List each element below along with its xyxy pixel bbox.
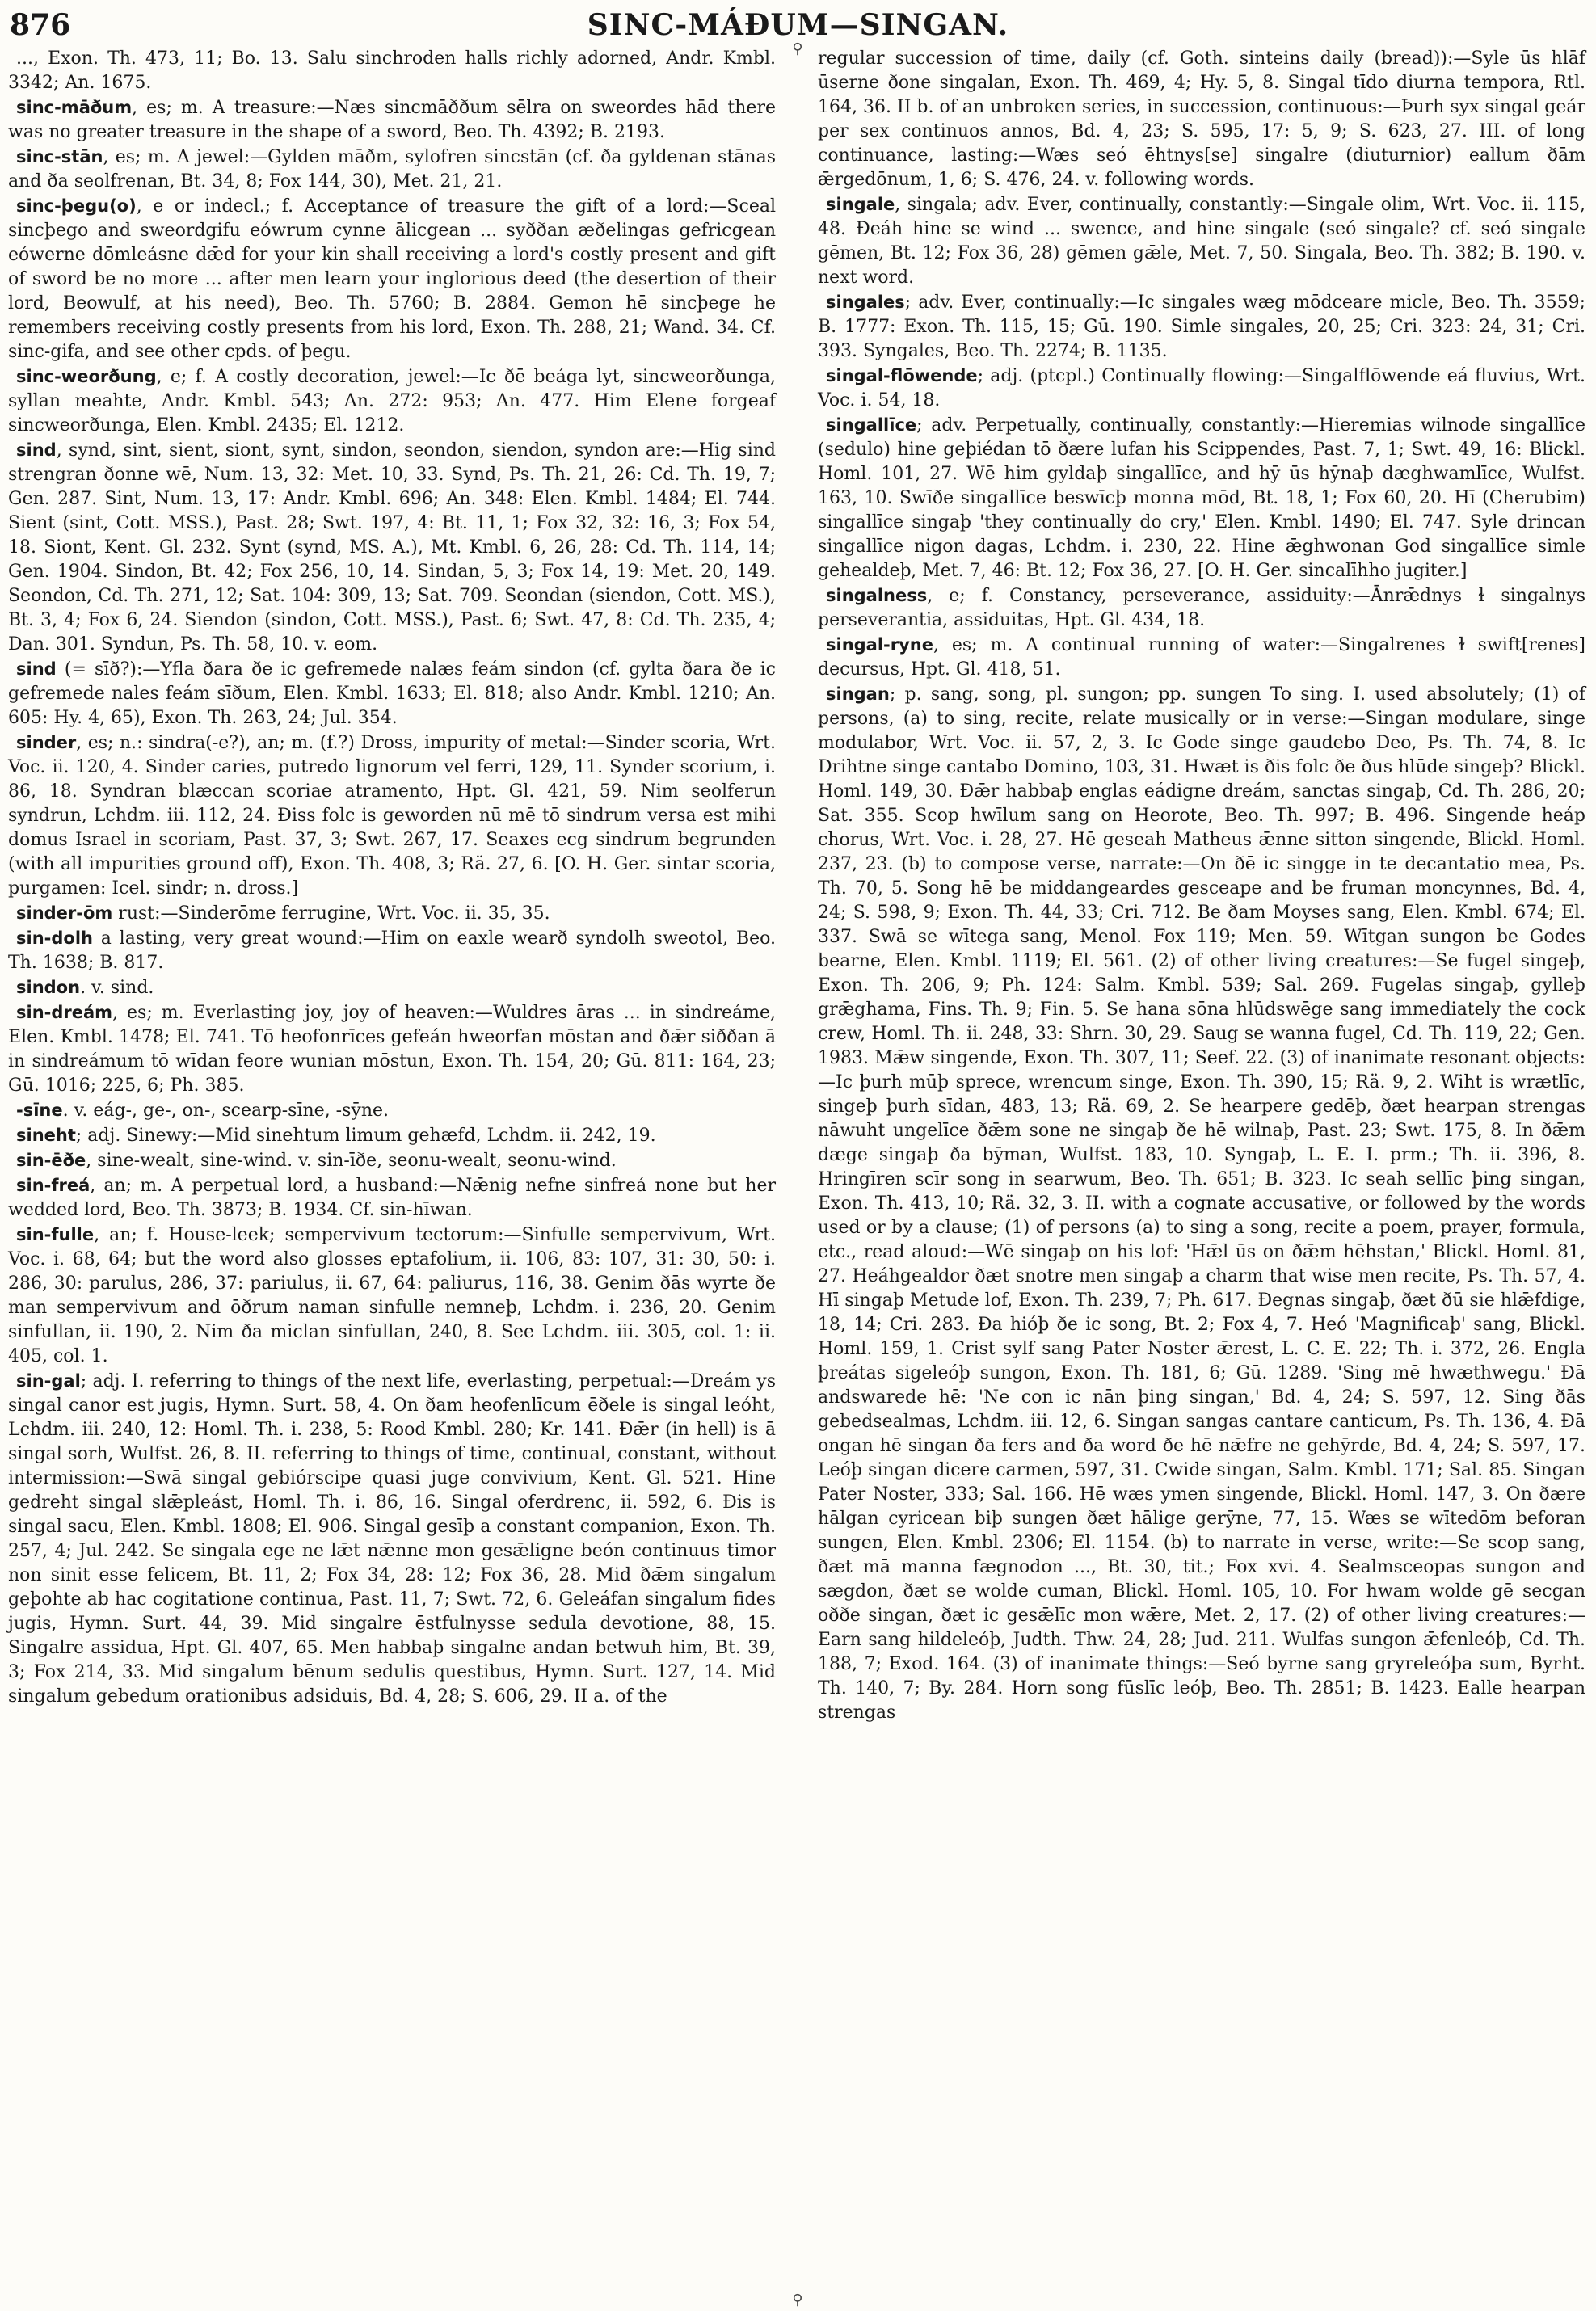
- dictionary-entry: [818, 192, 1585, 290]
- dictionary-entry: [8, 1098, 776, 1123]
- dictionary-entry: [8, 657, 776, 730]
- entry-body: ; adv. Perpetually, continually, constantly:—Hieremias wilnode singallīce (sedulo) hine geþiédan tō ðære lufan his Scippendes, Past. 7, 1; Swt. 49, 16: Blickl. Homl. 101, 27. Wē him gyldaþ singallīce, and hȳ ūs hȳnaþ dæghwamlīce, Wulfst. 163, 10. Swīðe singallīce beswīcþ monna mōd, Bt. 18, 1; Fox 60, 20. Hī (Cherubim) singallīce singaþ 'they continually do cry,' Elen. Kmbl. 1490; El. 747. Syle drincan singallīce nigon dagas, Lchdm. i. 230, 22. Hine ǣghwonan God singallīce simle gehealdeþ, Met. 7, 46: Bt. 12; Fox 36, 27. [O. H. Ger. sincalīhho jugiter.]: [818, 415, 1585, 581]
- entry-body: ; adj. I. referring to things of the next life, everlasting, perpetual:—Dreám ys singal canor est jugis, Hymn. Surt. 58, 4. On ðam heofenlīcum ēðele is singal leóht, Lchdm. iii. 240, 12: Homl. Th. i. 238, 5: Rood Kmbl. 280; Kr. 141. Ðǣr (in hell) is ā singal sorh, Wulfst. 26, 8. II. referring to things of time, continual, constant, without intermission:—Swā singal gebiórscipe quasi juge convivium, Kent. Gl. 521. Hine gedreht singal slǣpleást, Homl. Th. i. 86, 16. Singal oferdrenc, ii. 592, 6. Ðis is singal sacu, Elen. Kmbl. 1808; El. 906. Singal gesīþ a constant companion, Exon. Th. 257, 4; Jul. 242. Se singala ege ne lǣt nǣnne mon gesǣligne beón continuus timor non sinit esse felicem, Bt. 11, 2; Fox 34, 28: 12; Fox 36, 28. Mid ðǣm singalum geþohte ab hac cogitatione continua, Past. 11, 7; Swt. 72, 6. Geleáfan singalum fides jugis, Hymn. Surt. 44, 39. Mid singalre ēstfulnysse sedula devotione, 88, 15. Singalre assidua, Hpt. Gl. 407, 65. Men habbaþ singalne andan betwuh him, Bt. 39, 3; Fox 214, 33. Mid singalum bēnum sedulis questibus, Hymn. Surt. 127, 14. Mid singalum gebedum orationibus adsiduis, Bd. 4, 28; S. 606, 29. II a. of the: [8, 1371, 776, 1707]
- dictionary-entry: [818, 583, 1585, 633]
- entry-body: rust:—Sinderōme ferrugine, Wrt. Voc. ii. 35, 35.: [112, 903, 550, 924]
- dictionary-entry: [818, 682, 1585, 1725]
- entry-body: , es; n.: sindra(-e?), an; m. (f.?) Dross, impurity of metal:—Sinder scoria, Wrt. Voc. ii. 120, 4. Sinder caries, putredo lignorum vel ferri, 129, 11. Synder scorium, i. 86, 18. Syndran blæccan scoriae atramento, Hpt. Gl. 421, 59. Nim seolferun syndrun, Lchdm. iii. 112, 24. Ðiss folc is geworden nū mē tō sindrum versa est mihi domus Israel in scoriam, Past. 37, 3; Swt. 267, 17. Seaxes ecg sindrum begrunden (with all impurities ground off), Exon. Th. 408, 3; Rä. 27, 6. [O. H. Ger. sintar scoria, purgamen: Icel. sindr; n. dross.]: [8, 733, 776, 899]
- entry-body: , singala; adv. Ever, continually, constantly:—Singale olim, Wrt. Voc. ii. 115, 48. Ðeáh hine se wind ... swence, and hine singale (seó singale? cf. seó singale gēmen, Bt. 12; Fox 36, 28) gēmen gǣle, Met. 7, 50. Singala, Beo. Th. 382; B. 190. v. next word.: [818, 195, 1585, 288]
- entry-body: , es; m. A jewel:—Gylden māðm, sylofren sincstān (cf. ða gyldenan stānas and ða seolfrenan, Bt. 34, 8; Fox 144, 30), Met. 21, 21.: [8, 147, 776, 192]
- entry-headword: sindon: [16, 978, 81, 997]
- dictionary-entry: [8, 1123, 776, 1148]
- entry-body: . v. eág-, ge-, on-, scearp-sīne, -sȳne.: [62, 1101, 390, 1121]
- dictionary-entry: [8, 975, 776, 1000]
- dictionary-entry: [8, 901, 776, 926]
- right-column: [818, 47, 1585, 2303]
- dictionary-entry: [8, 1173, 776, 1223]
- dictionary-entry: [8, 1223, 776, 1369]
- entry-headword: singallīce: [826, 415, 917, 435]
- dictionary-entry: [8, 47, 776, 95]
- entry-headword: singan: [826, 684, 890, 704]
- entry-body: ..., Exon. Th. 473, 11; Bo. 13. Salu sinchroden halls richly adorned, Andr. Kmbl. 3342; An. 1675.: [8, 48, 776, 93]
- entry-body: , synd, sint, sient, siont, synt, sindon, seondon, siendon, syndon are:—Hig sind strengran ðonne wē, Num. 13, 32: Met. 10, 33. Synd, Ps. Th. 21, 26: Cd. Th. 19, 7; Gen. 287. Sint, Num. 13, 17: Andr. Kmbl. 696; An. 348: Elen. Kmbl. 1484; El. 744. Sient (sint, Cott. MSS.), Past. 28; Swt. 197, 4: Bt. 11, 1; Fox 32, 32: 16, 3; Fox 54, 18. Siont, Kent. Gl. 232. Synt (synd, MS. A.), Mt. Kmbl. 6, 26, 28: Cd. Th. 114, 14; Gen. 1904. Sindon, Bt. 42; Fox 256, 10, 14. Sindan, 5, 3; Fox 14, 19: Met. 20, 149. Seondon, Cd. Th. 271, 12; Sat. 104: 309, 13; Sat. 709. Seondan (siendon, Cott. MS.), Bt. 3, 4; Fox 6, 24. Siendon (sindon, Cott. MSS.), Past. 6; Swt. 47, 8: Cd. Th. 235, 4; Dan. 301. Syndun, Ps. Th. 58, 10. v. eom.: [8, 440, 776, 655]
- entry-body: , es; m. A continual running of water:—Singalrenes ɫ swift[renes] decursus, Hpt. Gl. 418, 51.: [818, 635, 1585, 680]
- entry-headword: -sīne: [16, 1101, 63, 1120]
- left-column: [8, 47, 776, 2303]
- entry-headword: sinc-māðum: [16, 98, 133, 117]
- running-title: SINC-MÁÐUM—SINGAN.: [587, 8, 1009, 42]
- entry-body: , an; f. House-leek; sempervivum tectorum:—Sinfulle sempervivum, Wrt. Voc. i. 68, 64; but the word also glosses eptafolium, ii. 106, 83: 107, 31: 30, 50: i. 286, 30: parulus, 286, 37: pariulus, ii. 67, 64: paliurus, 116, 38. Genim ðās wyrte ðe man sempervivum and ōðrum naman sinfulle nemneþ, Lchdm. i. 236, 20. Genim sinfullan, ii. 190, 2. Nim ða miclan sinfullan, 240, 8. See Lchdm. iii. 305, col. 1: ii. 405, col. 1.: [8, 1225, 776, 1366]
- entry-headword: sin-fulle: [16, 1225, 95, 1244]
- entry-headword: sin-ēðe: [16, 1151, 86, 1170]
- entry-body: , e or indecl.; f. Acceptance of treasure the gift of a lord:—Sceal sincþego and sweordgifu eówrum cynne ālicgean ... syððan æðelingas gefricgean eówerne dōmleásne dǣd for your kin shall receiving a lord's costly present and gift of sword be no more ... after men learn your inglorious deed (the desertion of their lord, Beowulf, at his need), Beo. Th. 5760; B. 2884. Gemon hē sincþege he remembers receiving costly presents from his lord, Exon. Th. 288, 21; Wand. 34. Cf. sinc-gifa, and see other cpds. of þegu.: [8, 196, 776, 362]
- dictionary-entry: [8, 730, 776, 901]
- dictionary-entry: [818, 633, 1585, 682]
- entry-headword: sin-gal: [16, 1371, 81, 1391]
- entry-body: (= sīð?):—Yfla ðara ðe ic gefremede nalæs feám sindon (cf. gylta ðara ðe ic gefremede nales feám sīðum, Elen. Kmbl. 1633; El. 818; also Andr. Kmbl. 1210; An. 605: Hy. 4, 65), Exon. Th. 263, 24; Jul. 354.: [8, 659, 776, 728]
- entry-headword: singale: [826, 195, 895, 214]
- entry-headword: sinc-weorðung: [16, 367, 157, 386]
- entry-body: ; adv. Ever, continually:—Ic singales wæg mōdceare micle, Beo. Th. 3559; B. 1777: Exon. Th. 115, 15; Gū. 190. Simle singales, 20, 25; Cri. 323: 24, 31; Cri. 393. Syngales, Beo. Th. 2274; B. 1135.: [818, 293, 1585, 361]
- page-number: 876: [10, 8, 71, 42]
- entry-headword: sind: [16, 659, 57, 679]
- entry-body: . v. sind.: [80, 978, 154, 998]
- entry-body: , es; m. Everlasting joy, joy of heaven:—Wuldres āras ... in sindreáme, Elen. Kmbl. 1478; El. 741. Tō heofonrīces gefeán hweorfan mōstan and ðǣr siððan ā in sindreámum tō wīdan feore wunian mōstun, Exon. Th. 154, 20; Gū. 811: 164, 23; Gū. 1016; 225, 6; Ph. 385.: [8, 1003, 776, 1096]
- dictionary-entry: [8, 1000, 776, 1098]
- divider-ornament-top: ⚲: [792, 40, 803, 57]
- entry-headword: singales: [826, 293, 905, 312]
- dictionary-entry: [8, 1369, 776, 1709]
- dictionary-entry: [8, 926, 776, 975]
- entry-headword: sinc-þegu(o): [16, 196, 137, 216]
- dictionary-entry: [8, 438, 776, 657]
- dictionary-entry: [8, 145, 776, 194]
- entry-headword: sind: [16, 440, 57, 460]
- entry-body: ; adj. Sinewy:—Mid sinehtum limum gehæfd, Lchdm. ii. 242, 19.: [75, 1126, 656, 1146]
- entry-headword: sinder-ōm: [16, 903, 113, 923]
- dictionary-entry: [8, 1148, 776, 1173]
- entry-headword: singal-ryne: [826, 635, 934, 655]
- entry-body: ; adj. (ptcpl.) Continually flowing:—Singalflōwende eá fluvius, Wrt. Voc. i. 54, 18.: [818, 366, 1585, 410]
- entry-body: , sine-wealt, sine-wind. v. sin-īðe, seonu-wealt, seonu-wind.: [86, 1151, 617, 1171]
- dictionary-entry: [818, 290, 1585, 364]
- dictionary-entry: [8, 95, 776, 145]
- entry-headword: sin-dreám: [16, 1003, 113, 1022]
- entry-body: , an; m. A perpetual lord, a husband:—Nǣnig nefne sinfreá none but her wedded lord, Beo. Th. 3873; B. 1934. Cf. sin-hīwan.: [8, 1176, 776, 1220]
- dictionary-entry: [818, 413, 1585, 583]
- entry-headword: sin-freá: [16, 1176, 91, 1195]
- dictionary-entry: [818, 364, 1585, 413]
- entry-body: a lasting, very great wound:—Him on eaxle wearð syndolh sweotol, Beo. Th. 1638; B. 817.: [8, 928, 776, 973]
- entry-headword: sinc-stān: [16, 147, 103, 166]
- entry-headword: sineht: [16, 1126, 76, 1145]
- entry-headword: singal-flōwende: [826, 366, 978, 385]
- entry-body: , es; m. A treasure:—Næs sincmāððum sēlra on sweordes hād there was no greater treasure in the shape of a sword, Beo. Th. 4392; B. 2193.: [8, 98, 776, 142]
- entry-body: , e; f. Constancy, perseverance, assiduity:—Ānrǣdnys ɫ singalnys perseverantia, assiduitas, Hpt. Gl. 434, 18.: [818, 586, 1585, 630]
- divider-ornament-bottom: ⚲: [792, 2292, 803, 2309]
- dictionary-entry: [8, 364, 776, 438]
- entry-body: , e; f. A costly decoration, jewel:—Ic ðē beága lyt, sincweorðunga, syllan meahte, Andr. Kmbl. 543; An. 272: 953; An. 477. Him Elene forgeaf sincweorðunga, Elen. Kmbl. 2435; El. 1212.: [8, 367, 776, 436]
- dictionary-entry: [8, 194, 776, 364]
- entry-body: ; p. sang, song, pl. sungon; pp. sungen To sing. I. used absolutely; (1) of persons, (a) to sing, recite, relate musically or in verse:—Singan modulare, singe modulabor, Wrt. Voc. ii. 57, 2, 3. Ic Gode singe gaudebo Deo, Ps. Th. 74, 8. Ic Drihtne singe cantabo Domino, 103, 31. Hwæt is ðis folc ðe ðus hlūde singeþ? Blickl. Homl. 149, 30. Ðǣr habbaþ englas eádigne dreám, sanctas singaþ, Cd. Th. 286, 20; Sat. 355. Scop hwīlum sang on Heorote, Beo. Th. 997; B. 496. Singende heáp chorus, Wrt. Voc. i. 28, 27. Hē geseah Matheus ǣnne sitton singende, Blickl. Homl. 237, 23. (b) to compose verse, narrate:—On ðē ic singge in te decantatio mea, Ps. Th. 70, 5. Song hē be middangeardes gesceape and be fruman moncynnes, Bd. 4, 24; S. 598, 9; Exon. Th. 44, 33; Cri. 712. Be ðam Moyses sang, Elen. Kmbl. 674; El. 337. Swā se wītega sang, Menol. Fox 119; Men. 59. Wītgan sungon be Godes bearne, Elen. Kmbl. 1119; El. 561. (2) of other living creatures:—Se fugel singeþ, Exon. Th. 206, 9; Ph. 124: Salm. Kmbl. 539; Sal. 269. Fugelas singaþ, gylleþ grǣghama, Fins. Th. 9; Fin. 5. Se hana sōna hlūdswēge sang immediately the cock crew, Homl. Th. ii. 248, 33: Shrn. 30, 29. Saug se wanna fugel, Cd. Th. 119, 22; Gen. 1983. Mǣw singende, Exon. Th. 307, 11; Seef. 22. (3) of inanimate resonant objects:—Ic þurh mūþ sprece, wrencum singe, Exon. Th. 390, 15; Rä. 9, 2. Wiht is wrætlīc, singeþ þurh sīdan, 483, 13; Rä. 69, 2. Se hearpere gedēþ, ðæt hearpan strengas nāwuht ungelīce ðǣm sone ne singaþ ðe hē wilnaþ, Past. 23; Swt. 175, 8. In ðǣm dæge singaþ ða bȳman, Wulfst. 183, 10. Syngaþ, L. E. I. prm.; Th. ii. 396, 8. Hringīren scīr song in searwum, Beo. Th. 651; B. 323. Ic seah sellīc þing singan, Exon. Th. 413, 10; Rä. 32, 3. II. with a cognate accusative, or followed by the words used or by a clause; (1) of persons (a) to sing a song, recite a poem, prayer, formula, etc., read aloud:—Wē singaþ on his lof: 'Hǣl ūs on ðǣm hēhstan,' Blickl. Homl. 81, 27. Heáhgealdor ðæt snotre men singaþ a charm that wise men recite, Ps. Th. 57, 4. Hī singaþ Metude lof, Exon. Th. 239, 7; Ph. 617. Ðegnas singaþ, ðæt ðū sie hlǣfdige, 18, 14; Cri. 283. Ða hióþ ðe ic song, Bt. 2; Fox 4, 7. Heó 'Magnificaþ' sang, Blickl. Homl. 159, 1. Crist sylf sang Pater Noster ǣrest, L. C. E. 22; Th. i. 372, 26. Engla þreátas sigeleóþ sungon, Exon. Th. 181, 6; Gū. 1289. 'Sing mē hwæthwegu.' Ðā andswarede hē: 'Ne con ic nān þing singan,' Bd. 4, 24; S. 597, 12. Sing ðās gebedsealmas, Lchdm. iii. 12, 6. Singan sangas cantare canticum, Ps. Th. 136, 4. Ðā ongan hē singan ða fers and ða word ðe hē nǣfre ne gehȳrde, Bd. 4, 24; S. 597, 17. Leóþ singan dicere carmen, 597, 31. Cwide singan, Salm. Kmbl. 171; Sal. 85. Singan Pater Noster, 333; Sal. 166. Hē wæs ymen singende, Blickl. Homl. 147, 3. On ðære hālgan cyricean biþ sungen ðæt hālige gerȳne, 77, 15. Wæs se wītedōm beforan sungen, Elen. Kmbl. 2306; El. 1154. (b) to narrate in verse, write:—Se scop sang, ðæt mā manna fægnodon ..., Bt. 30, tit.; Fox xvi. 4. Sealmsceopas sungon and sægdon, ðæt se wolde cuman, Blickl. Homl. 105, 10. For hwam wolde gē secgan oððe singan, ðæt ic gesǣlīc mon wǣre, Met. 2, 17. (2) of other living creatures:—Earn sang hildeleóþ, Judth. Thw. 24, 28; Jud. 211. Wulfas sungon ǣfenleóþ, Cd. Th. 188, 7; Exod. 164. (3) of inanimate things:—Seó byrne sang gryreleóþa sum, Byrht. Th. 140, 7; By. 284. Horn song fūslīc leóþ, Beo. Th. 2851; B. 1423. Ealle hearpan strengas: [818, 684, 1585, 1723]
- entry-headword: singalness: [826, 586, 928, 605]
- dictionary-entry: [818, 47, 1585, 192]
- entry-headword: sinder: [16, 733, 77, 752]
- entry-body: regular succession of time, daily (cf. Goth. sinteins daily (bread)):—Syle ūs hlāf ūserne ðone singalan, Exon. Th. 469, 4; Hy. 5, 8. Singal tīdo diurna tempora, Rtl. 164, 36. II b. of an unbroken series, in succession, continuous:—Þurh syx singal geár per sex continuos annos, Bd. 4, 23; S. 595, 17: 5, 9; S. 623, 27. III. of long continuance, lasting:—Wæs seó ēhtnys[se] singalre (diuturnior) eallum ðām ǣrgedōnum, 1, 6; S. 476, 24. v. following words.: [818, 48, 1585, 190]
- entry-headword: sin-dolh: [16, 928, 93, 948]
